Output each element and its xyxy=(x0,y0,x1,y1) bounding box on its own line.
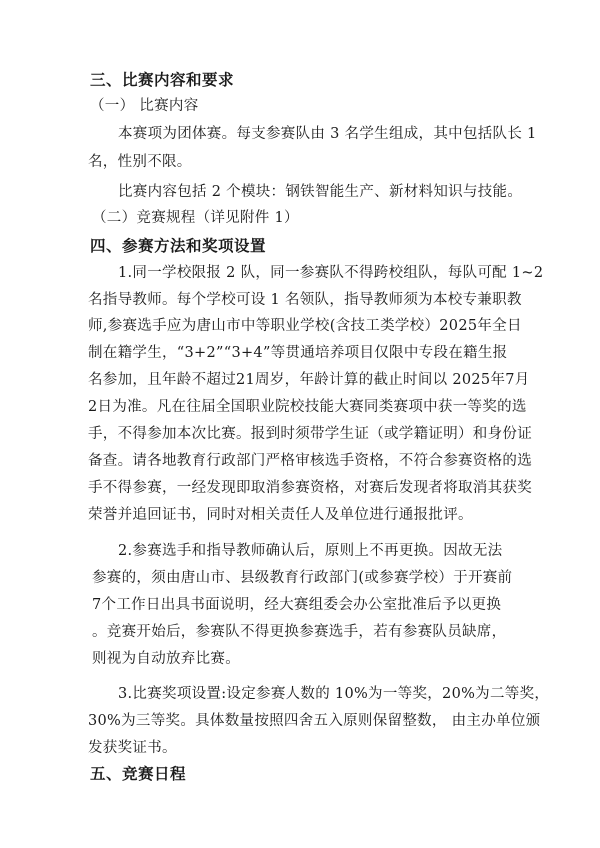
item1-line: 师,参赛选手应为唐山市中等职业学校(含技工类学校）2025年全日 xyxy=(88,318,522,334)
item1-line: 制在籍学生，“3+2”“3+4”等贯通培养项目仅限中专段在籍生报 xyxy=(88,345,508,361)
item1-line: 手不得参赛，一经发现即取消参赛资格，对赛后发现者将取消其获奖 xyxy=(88,480,532,496)
section-heading-5: 五、竞赛日程 xyxy=(90,765,187,783)
item1-line: 荣誉并追回证书，同时对相关责任人及单位进行通报批评。 xyxy=(88,507,473,523)
paragraph-line: 本赛项为团体赛。每支参赛队由 3 名学生组成，其中包括队长 1 xyxy=(118,126,537,142)
item2-line: 参赛的，须由唐山市、县级教育行政部门(或参赛学校）于开赛前 xyxy=(92,570,513,586)
item2-line: 7个工作日出具书面说明，经大赛组委会办公室批准后予以更换 xyxy=(92,597,502,613)
item1-line: 备查。请各地教育行政部门严格审核选手资格，不符合参赛资格的选 xyxy=(88,453,532,469)
item2-line: 2.参赛选手和指导教师确认后，原则上不再更换。因故无法 xyxy=(118,543,503,559)
item1-line: 2日为准。凡在往届全国职业院校技能大赛同类赛项中获一等奖的选 xyxy=(88,399,527,415)
item1-line: 名参加，且年龄不超过21周岁，年龄计算的截止时间以 2025年7月 xyxy=(88,372,530,388)
item1-line: 名指导教师。每个学校可设 1 名领队，指导教师须为本校专兼职教 xyxy=(88,292,522,308)
item1-line: 手，不得参加本次比赛。报到时须带学生证（或学籍证明）和身份证 xyxy=(88,426,532,442)
item1-line: 1.同一学校限报 2 队，同一参赛队不得跨校组队，每队可配 1~2 xyxy=(118,265,544,281)
item3-line: 3.比赛奖项设置:设定参赛人数的 10%为一等奖，20%为二等奖， xyxy=(118,686,550,702)
item3-line: 30%为三等奖。具体数量按照四舍五入原则保留整数， 由主办单位颁 xyxy=(88,713,541,729)
item2-line: 。竞赛开始后，参赛队不得更换参赛选手，若有参赛队员缺席， xyxy=(92,624,507,640)
subheading-content: （一） 比赛内容 xyxy=(90,98,199,114)
paragraph-line: 比赛内容包括 2 个模块：钢铁智能生产、新材料知识与技能。 xyxy=(118,184,523,200)
section-heading-3: 三、比赛内容和要求 xyxy=(90,71,235,89)
item2-line: 则视为自动放弃比赛。 xyxy=(92,651,240,667)
section-heading-4: 四、参赛方法和奖项设置 xyxy=(90,237,267,255)
subheading-rules: （二）竞赛规程（详见附件 1） xyxy=(92,210,299,226)
paragraph-line: 名，性别不限。 xyxy=(88,154,192,170)
item3-line: 发获奖证书。 xyxy=(88,740,177,756)
